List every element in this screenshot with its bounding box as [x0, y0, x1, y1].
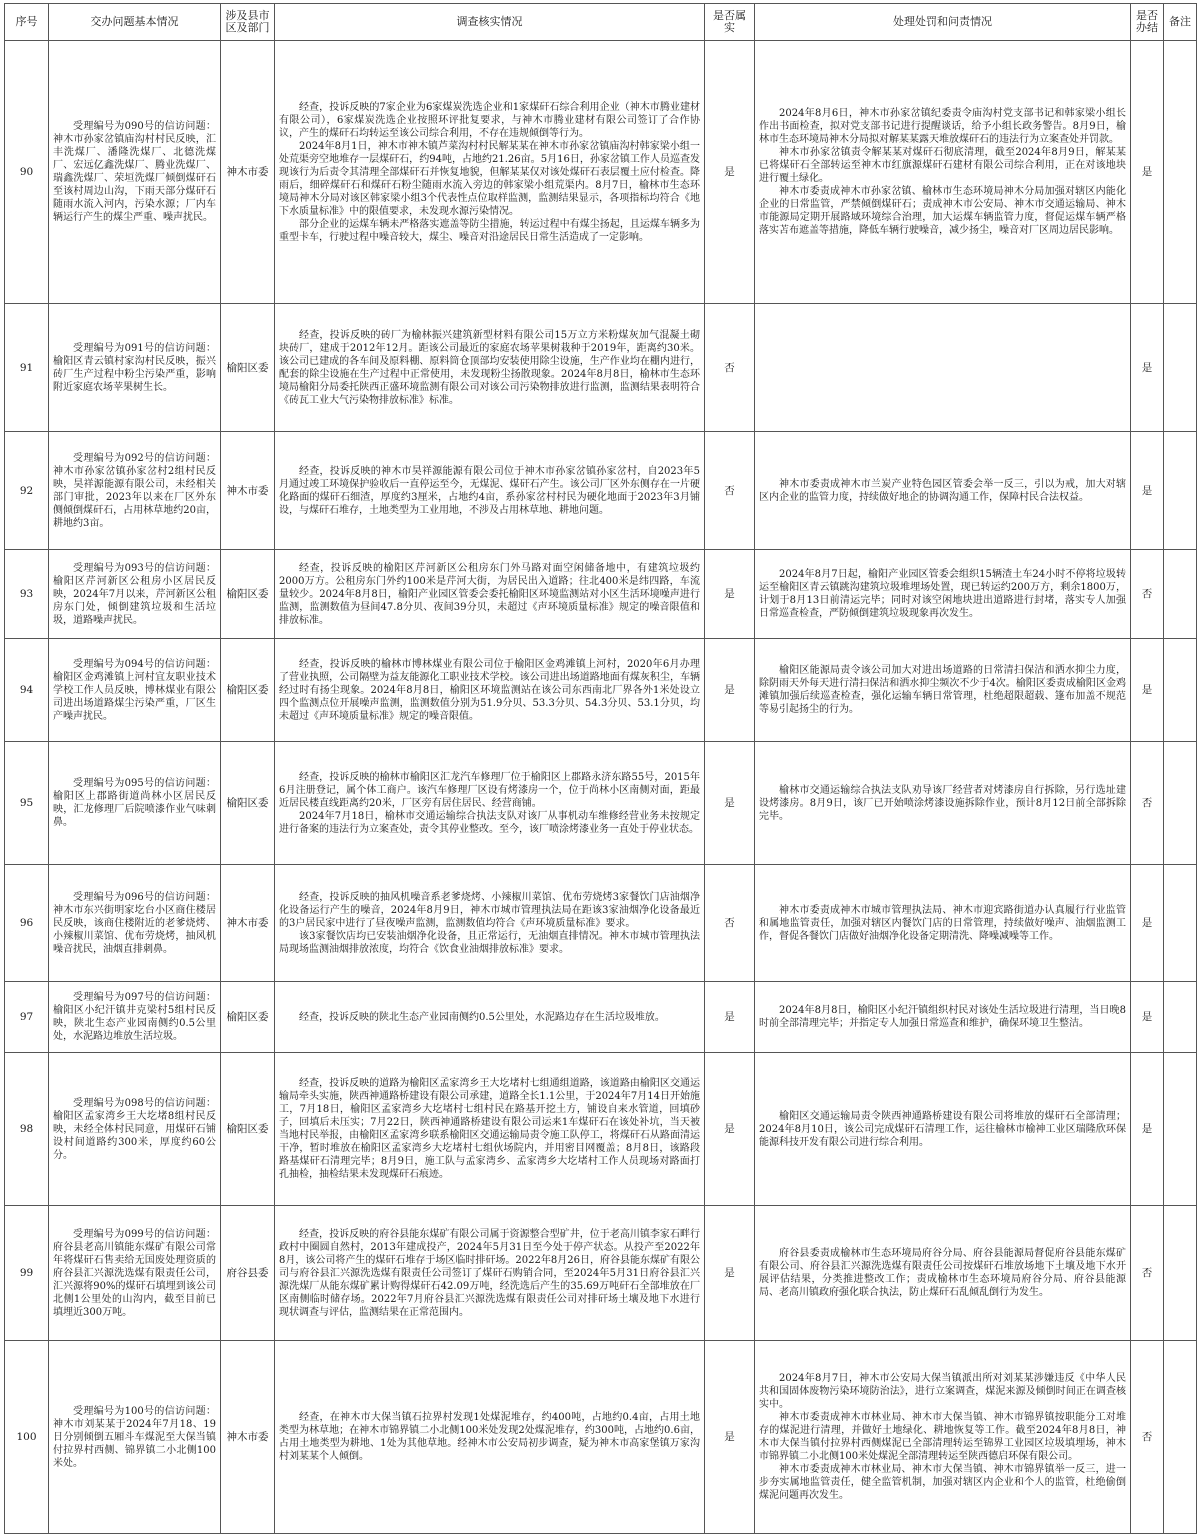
header-problem: 交办问题基本情况 [49, 4, 221, 41]
investigation-paragraph: 经查，在神木市大保当镇石拉界村发现1处煤泥堆存，约400吨，占地约0.4亩，占用土地类型为林草地；在神木市锦界镇二小北侧100米处发现2处煤泥堆存，约300吨，占地约0.6亩，占用土地类型为耕地、1处为其他草地。经神木市公安局初步调查，疑为神木市高家堡镇万家沟村刘某某个人倾倒。 [279, 1412, 700, 1462]
investigation-paragraph: 经查，投诉反映的府谷县能东煤矿有限公司属于资源整合型矿井，位于老高川镇李家石畔行政村中圈圆自然村，2013年建成投产，2024年5月31日至今处于停产状态。从投产至2022年8月，该公司将产生的煤矸石堆存于场区临时排矸场。2022年8月26日，府谷县能东煤矿有限公司与府谷县汇兴源洗选煤有限责任公司签订了煤矸石购销合同，至2024年5月31日府谷县汇兴源洗煤厂从能东煤矿累计购得煤矸石42.09万吨，经洗选后产生的35.69万吨矸石全部堆放在厂区南侧临时储存场。2022年7月府谷县汇兴源洗选煤有限责任公司对排矸场土壤及地下水进行现状调查与评估，监测结果在正常范围内。 [279, 1228, 700, 1318]
penalty-paragraph: 2024年8月7日，神木市公安局大保当镇派出所对刘某某涉嫌违反《中华人民共和国固体废物污染环境防治法》，进行立案调查，煤泥来源及倾倒时间正在调查核实中。 [759, 1373, 1126, 1410]
seq-cell: 90 [5, 41, 49, 304]
remark-cell [1164, 1341, 1197, 1534]
dept-cell: 神木市委 [221, 1341, 275, 1534]
investigation-paragraph: 该3家餐饮店均已安装油烟净化设备，且正常运行，无油烟直排情况。神木市城市管理执法局现场监测油烟排放浓度，均符合《饮食业油烟排放标准》要求。 [279, 930, 700, 955]
penalty-paragraph: 神木市委责成神木市兰炭产业特色园区管委会举一反三，引以为戒，加大对辖区内企业的监管力度，持续做好地企的协调沟通工作，保障村民合法权益。 [759, 478, 1126, 503]
problem-text: 受理编号为092号的信访问题：神木市孙家岔镇孙家岔村2组村民反映，昊祥源能源有限公司，未经相关部门审批，2023年以来在厂区外东侧倾倒煤矸石，占用林草地约20亩，耕地约3亩。 [53, 452, 216, 529]
investigation-cell [275, 304, 705, 432]
penalty-cell [755, 1053, 1131, 1206]
investigation-cell [275, 982, 705, 1053]
verified-cell: 否 [705, 432, 755, 550]
seq-cell: 95 [5, 742, 49, 865]
closed-cell: 否 [1131, 1341, 1164, 1534]
penalty-paragraph: 2024年8月8日，榆阳区小纪汗镇组织村民对该处生活垃圾进行清理，当日晚8时前全部清理完毕；并指定专人加强日常巡查和维护，确保环境卫生整洁。 [759, 1005, 1126, 1029]
investigation-paragraph: 经查，投诉反映的道路为榆阳区孟家湾乡王大圪堵村七组通组道路，该道路由榆阳区交通运输局牵头实施，陕西神通路桥建设有限公司承建，道路全长1.1公里，于2024年7月14日开始施工，7月18日，榆阳区孟家湾乡大圪堵村七组村民在路基开挖土方，铺设自来水管道，回填砂子，回填后未压实；7月22日，陕西神通路桥建设有限公司运来1车煤矸石在该处补坑，当天被当地村民举报，由榆阳区孟家湾乡联系榆阳区交通运输局责令施工队停工，将煤矸石从路面清运干净，暂时堆放在榆阳区孟家湾乡大圪堵村七组伙场院内，并用密目网覆盖；8月8日，该路段路基煤矸石清理完毕；8月9日，施工队与孟家湾乡、孟家湾乡大圪堵村工作人员现场对路面打孔抽检，抽检结果未发现煤矸石痕迹。 [279, 1078, 700, 1180]
seq-cell: 97 [5, 982, 49, 1053]
problem-cell [49, 41, 221, 304]
verified-cell: 是 [705, 982, 755, 1053]
remark-cell [1164, 304, 1197, 432]
header-row [5, 4, 1197, 41]
investigation-cell [275, 865, 705, 982]
verified-cell: 是 [705, 41, 755, 304]
closed-cell: 否 [1131, 1206, 1164, 1341]
penalty-cell [755, 865, 1131, 982]
investigation-cell [275, 432, 705, 550]
verified-cell: 否 [705, 865, 755, 982]
penalty-cell [755, 1206, 1131, 1341]
header-verified: 是否属实 [705, 4, 755, 41]
problem-cell [49, 742, 221, 865]
seq-cell: 94 [5, 639, 49, 742]
investigation-cell [275, 1206, 705, 1341]
table-row [5, 550, 1197, 639]
investigation-cell [275, 41, 705, 304]
closed-cell: 是 [1131, 865, 1164, 982]
investigation-paragraph: 经查，投诉反映的7家企业为6家煤炭洗选企业和1家煤矸石综合利用企业（神木市腾业建材有限公司），6家煤炭洗选企业按照环评批复要求，与神木市腾业建材有限公司签订了合作协议，产生的煤矸石均转运至该公司综合利用，不存在违规倾倒等行为。 [279, 101, 700, 139]
remark-cell [1164, 865, 1197, 982]
document-page [4, 3, 1196, 1534]
header-dept: 涉及县市区及部门 [221, 4, 275, 41]
investigation-paragraph: 经查，投诉反映的榆林市博林煤业有限公司位于榆阳区金鸡滩镇上河村，2020年6月办理了营业执照，公司隔壁为益友能源化工职业技术学校。该公司进出场道路地面有煤灰积尘，车辆经过时有扬尘现象。2024年8月8日，榆阳区环境监测站在该公司东西南北厂界各外1米处设立四个监测点位开展噪声监测，监测数值分别为51.9分贝、53.3分贝、54.3分贝、53.1分贝，均未超过《声环境质量标准》规定的噪音限值。 [279, 658, 700, 722]
problem-cell [49, 1206, 221, 1341]
closed-cell: 是 [1131, 304, 1164, 432]
penalty-cell [755, 1341, 1131, 1534]
penalty-paragraph: 2024年8月6日，神木市孙家岔镇纪委责令庙沟村党支部书记和韩家梁小组长作出书面检查，拟对党支部书记进行提醒谈话，给予小组长政务警告。8月9日，榆林市生态环境局神木分局拟对解某某露天堆放煤矸石的违法行为立案查处并罚款。 [759, 108, 1126, 145]
closed-cell: 是 [1131, 432, 1164, 550]
closed-cell: 是 [1131, 639, 1164, 742]
investigation-paragraph: 经查，投诉反映的抽风机噪音系老爹烧烤、小辣椒川菜馆、优布劳烧烤3家餐饮门店油烟净化设备运行产生的噪音，2024年8月9日，神木市城市管理执法局在距该3家油烟净化设备最近的3户居民家中进行了昼夜噪声监测，监测数值均符合《声环境质量标准》要求。 [279, 891, 700, 929]
rectification-table [4, 3, 1197, 1534]
header-investigation: 调查核实情况 [275, 4, 705, 41]
header-closed: 是否办结 [1131, 4, 1164, 41]
problem-cell [49, 1341, 221, 1534]
header-seq: 序号 [5, 4, 49, 41]
penalty-cell [755, 982, 1131, 1053]
penalty-paragraph: 府谷县委责成榆林市生态环境局府谷分局、府谷县能源局督促府谷县能东煤矿有限公司、府谷县汇兴源洗选煤有限责任公司按煤矸石堆放场地下土壤及地下水开展评估结果，分类推进整改工作；责成榆林市生态环境局府谷分局、府谷县能源局、老高川镇政府强化联合执法，防止煤矸石乱倾乱倒行为发生。 [759, 1248, 1126, 1298]
table-row [5, 865, 1197, 982]
investigation-cell [275, 550, 705, 639]
remark-cell [1164, 550, 1197, 639]
problem-text: 受理编号为094号的信访问题：榆阳区金鸡滩镇上河村宜友职业技术学校工作人员反映，博林煤业有限公司进出场道路煤尘污染严重，厂区生产噪声扰民。 [53, 658, 216, 722]
problem-text: 受理编号为096号的信访问题：神木市东兴街明家圪台小区商住楼居民反映，该商住楼附近的老爹烧烤、小辣椒川菜馆、优布劳烧烤，抽风机噪音扰民，油烟直排刺鼻。 [53, 891, 216, 955]
investigation-cell [275, 639, 705, 742]
problem-text: 受理编号为090号的信访问题：神木市孙家岔镇庙沟村村民反映，汇丰洗煤厂、潘隆洗煤厂、北德洗煤厂、宏远亿鑫洗煤厂、腾业洗煤厂、瑞鑫洗煤厂、荣垣洗煤厂倾倒煤矸石至该村周边山沟，下雨天部分煤矸石随雨水流入河内，污染水源；厂内车辆运行产生的煤尘严重、噪声扰民。 [53, 121, 216, 223]
dept-cell: 榆阳区委 [221, 742, 275, 865]
table-row [5, 1053, 1197, 1206]
problem-text: 受理编号为100号的信访问题：神木市刘某某于2024年7月18、19日分别倾倒五厢斗车煤泥至大保当镇付拉界村西侧、锦界镇二小北侧100米处。 [53, 1405, 216, 1469]
penalty-paragraph: 神木市委责成神木市林业局、神木市大保当镇、神木市锦界镇按职能分工对堆存的煤泥进行清理，并做好土地绿化、耕地恢复等工作。截至2024年8月8日，神木市大保当镇付拉界村西侧煤泥已全部清理转运至锦界工业园区垃圾填埋场，神木市锦界镇二小北侧100米处煤泥全部清理转运至陕西德启环保有限公司。 [759, 1412, 1126, 1462]
penalty-cell [755, 550, 1131, 639]
investigation-cell [275, 1341, 705, 1534]
problem-cell [49, 1053, 221, 1206]
investigation-cell [275, 1053, 705, 1206]
table-row [5, 1206, 1197, 1341]
remark-cell [1164, 982, 1197, 1053]
investigation-paragraph: 经查，投诉反映的神木市昊祥源能源有限公司位于神木市孙家岔镇孙家岔村，自2023年5月通过竣工环境保护验收后一直停运至今，无煤泥、煤矸石产生。该公司厂区外东侧存在一片硬化路面的煤矸石细渣，厚度约3厘米，占地约4亩，系孙家岔村村民为硬化地面于2023年3月铺设，与煤矸石堆存，土地类型为工业用地，不涉及占用林草地、耕地问题。 [279, 465, 700, 516]
closed-cell: 是 [1131, 1053, 1164, 1206]
penalty-paragraph: 榆阳区能源局责令该公司加大对进出场道路的日常清扫保洁和洒水抑尘力度，除阴雨天外每天进行清扫保洁和洒水抑尘频次不少于4次。榆阳区委责成榆阳区金鸡滩镇加强后续巡查检查，强化运输车辆日常管理，杜绝超限超载、篷布加盖不规范等易引起扬尘的行为。 [759, 665, 1126, 715]
verified-cell: 是 [705, 742, 755, 865]
table-row [5, 639, 1197, 742]
verified-cell: 是 [705, 1341, 755, 1534]
dept-cell: 榆阳区委 [221, 982, 275, 1053]
remark-cell [1164, 639, 1197, 742]
remark-cell [1164, 41, 1197, 304]
problem-text: 受理编号为098号的信访问题：榆阳区孟家湾乡王大圪堵8组村民反映，未经全体村民同意，用煤矸石铺设村间道路约300米，厚度约60公分。 [53, 1097, 216, 1161]
seq-cell: 93 [5, 550, 49, 639]
problem-text: 受理编号为091号的信访问题：榆阳区青云镇村家沟村民反映，振兴砖厂生产过程中粉尘污染严重，影响附近家庭农场苹果树生长。 [53, 342, 216, 393]
verified-cell: 是 [705, 1206, 755, 1341]
dept-cell: 榆阳区委 [221, 1053, 275, 1206]
penalty-paragraph: 榆阳区交通运输局责令陕西神通路桥建设有限公司将堆放的煤矸石全部清理；2024年8月10日，该公司完成煤矸石清理工作，运往榆林市榆神工业区瑞隆欣环保能源科技开发有限公司进行综合利用。 [759, 1110, 1126, 1148]
penalty-paragraph: 2024年8月7日起，榆阳产业园区管委会组织15辆渣土车24小时不停将垃圾转运至榆阳区青云镇跳沟建筑垃圾堆埋场处置，现已转运约200万方，剩余1800万，计划于8月13日前清运完毕；同时对该空闲地块进出道路进行封堵，落实专人加强日常巡查检查，严防倾倒建筑垃圾现象再次发生。 [759, 569, 1126, 619]
penalty-cell [755, 432, 1131, 550]
penalty-cell [755, 41, 1131, 304]
table-row [5, 432, 1197, 550]
seq-cell: 100 [5, 1341, 49, 1534]
problem-text: 受理编号为097号的信访问题：榆阳区小纪汗镇井克梁村5组村民反映，陕北生态产业园南侧约0.5公里处，水泥路边堆放生活垃圾。 [53, 992, 216, 1042]
remark-cell [1164, 742, 1197, 865]
table-row [5, 982, 1197, 1053]
investigation-cell [275, 742, 705, 865]
penalty-cell [755, 742, 1131, 865]
verified-cell: 否 [705, 304, 755, 432]
problem-cell [49, 432, 221, 550]
closed-cell: 否 [1131, 742, 1164, 865]
remark-cell [1164, 432, 1197, 550]
penalty-cell [755, 304, 1131, 432]
table-body [5, 41, 1197, 1534]
penalty-paragraph: 神木市委责成神木市林业局、神木市大保当镇、神木市锦界镇举一反三，进一步夯实属地监管责任，健全监管机制，加强对辖区内企业和个人的监管，杜绝偷倒煤泥问题再次发生。 [759, 1464, 1126, 1501]
verified-cell: 是 [705, 550, 755, 639]
seq-cell: 99 [5, 1206, 49, 1341]
table-row [5, 1341, 1197, 1534]
table-row [5, 304, 1197, 432]
header-remark: 备注 [1164, 4, 1197, 41]
problem-cell [49, 982, 221, 1053]
problem-cell [49, 550, 221, 639]
problem-cell [49, 865, 221, 982]
problem-cell [49, 639, 221, 742]
seq-cell: 98 [5, 1053, 49, 1206]
problem-cell [49, 304, 221, 432]
penalty-cell [755, 639, 1131, 742]
investigation-paragraph: 2024年7月18日，榆林市交通运输综合执法支队对该厂从事机动车维修经营业务未按规定进行备案的违法行为立案查处，责令其停业整改。至今，该厂喷涂烤漆业务一直处于停业状态。 [279, 810, 700, 835]
problem-text: 受理编号为099号的信访问题：府谷县老高川镇能东煤矿有限公司常年将煤矸石售卖给无国废处理资质的府谷县汇兴源洗选煤有限责任公司，汇兴源将90%的煤矸石填埋到该公司北侧1公里处的山沟内，截至目前已填埋近300万吨。 [53, 1228, 216, 1318]
seq-cell: 92 [5, 432, 49, 550]
penalty-paragraph: 榆林市交通运输综合执法支队劝导该厂经营者对烤漆房自行拆除，另行选址建设烤漆房。8月9日，该厂已开始喷涂烤漆设施拆除作业，预计8月12日前全部拆除完毕。 [759, 784, 1126, 822]
verified-cell: 是 [705, 639, 755, 742]
investigation-paragraph: 经查，投诉反映的榆阳区芹河新区公租房东门外马路对面空闲储备地中，有建筑垃圾约2000万方。公租房东门外约100米是芹河大街，为居民出入道路；往北400米是纬四路，车流量较少。2024年8月8日，榆阳产业园区管委会委托榆阳区环境监测站对小区生活环境噪声进行监测，监测数值为昼间47.8分贝、夜间39分贝，未超过《声环境质量标准》规定的噪音限值和排放标准。 [279, 562, 700, 626]
table-row [5, 41, 1197, 304]
seq-cell: 96 [5, 865, 49, 982]
dept-cell: 府谷县委 [221, 1206, 275, 1341]
table-row [5, 742, 1197, 865]
dept-cell: 神木市委 [221, 41, 275, 304]
closed-cell: 否 [1131, 550, 1164, 639]
dept-cell: 榆阳区委 [221, 550, 275, 639]
closed-cell: 是 [1131, 41, 1164, 304]
problem-text: 受理编号为095号的信访问题：榆阳区上郡路街道尚林小区居民反映，汇龙修理厂后院喷漆作业气味刺鼻。 [53, 778, 216, 828]
seq-cell: 91 [5, 304, 49, 432]
penalty-paragraph: 神木市委责成神木市城市管理执法局、神木市迎宾路街道办认真履行行业监管和属地监管责任，加强对辖区内餐饮门店的日常管理，持续做好噪声、油烟监测工作，督促各餐饮门店做好油烟净化设备定期清洗、降噪减噪等工作。 [759, 904, 1126, 942]
dept-cell: 榆阳区委 [221, 304, 275, 432]
verified-cell: 是 [705, 1053, 755, 1206]
remark-cell [1164, 1053, 1197, 1206]
remark-cell [1164, 1206, 1197, 1341]
header-penalty: 处理处罚和问责情况 [755, 4, 1131, 41]
penalty-paragraph: 神木市委责成神木市孙家岔镇、榆林市生态环境局神木分局加强对辖区内能化企业的日常监管，严禁倾倒煤矸石；责成神木市公安局、神木市交通运输局、神木市能源局定期开展路域环境综合治理，加大运煤车辆监管力度，督促运煤车辆严格落实苫布遮盖等措施，降低车辆行驶噪音，减少扬尘，噪音对厂区周边居民影响。 [759, 186, 1126, 236]
dept-cell: 神木市委 [221, 865, 275, 982]
dept-cell: 神木市委 [221, 432, 275, 550]
problem-text: 受理编号为093号的信访问题：榆阳区芹河新区公租房小区居民反映，2024年7月以来，芹河新区公租房东门处，倾倒建筑垃圾和生活垃圾，道路噪声扰民。 [53, 562, 216, 626]
dept-cell: 榆阳区委 [221, 639, 275, 742]
investigation-paragraph: 经查，投诉反映的砖厂为榆林振兴建筑新型材料有限公司15万立方米粉煤灰加气混凝土砌块砖厂，建成于2012年12月。距该公司最近的家庭农场苹果树栽种于2019年，距离约30米。该公司已建成的各车间及原料棚、原料筒仓顶部均安装使用除尘设施，生产作业均在棚内进行，配套的除尘设施在生产过程中正常使用，未发现粉尘扬散现象。2024年8月8日，榆林市生态环境局榆阳分局委托陕西正盛环境监测有限公司对该公司污染物排放进行监测，监测结果表明符合《砖瓦工业大气污染物排放标准》标准。 [279, 329, 700, 406]
penalty-paragraph: 神木市孙家岔镇责令解某某对煤矸石彻底清理，截至2024年8月9日，解某某已将煤矸石全部转运至神木市红旗源煤矸石建材有限公司综合利用，正在对该地块进行覆土绿化。 [759, 147, 1126, 184]
investigation-paragraph: 2024年8月1日，神木市神木镇芦菜沟村村民解某某在神木市孙家岔镇庙沟村韩家梁小组一处荒渠旁空地堆存一层煤矸石，约94吨，占地约21.26亩。5月16日，孙家岔镇工作人员巡查发现该行为后责令其清理全部煤矸石并恢复地貌，但解某某仅对该处煤矸石表层覆土应付检查。降雨后，细碎煤矸石和煤矸石粉尘随雨水流入旁边的韩家梁小组荒渠内。8月7日，榆林市生态环境局神木分局对该区韩家梁小组3个代表性点位取样监测，监测结果显示，各项指标均符合《地下水质量标准》中的限值要求，未发现水源污染情况。 [279, 140, 700, 217]
investigation-paragraph: 部分企业的运煤车辆未严格落实遮盖等防尘措施，转运过程中有煤尘扬起，且运煤车辆多为重型卡车，行驶过程中噪音较大，煤尘、噪音对沿途居民日常生活造成了一定影响。 [279, 218, 700, 243]
investigation-paragraph: 经查，投诉反映的陕北生态产业园南侧约0.5公里处，水泥路边存在生活垃圾堆放。 [299, 1011, 665, 1023]
investigation-paragraph: 经查，投诉反映的榆林市榆阳区汇龙汽车修理厂位于榆阳区上郡路永济东路55号，2015年6月注册登记，属个体工商户。该汽车修理厂区设有烤漆房一个，位于尚林小区南侧对面，距最近居民楼直线距离约20米，厂区旁有居住居民、经营商铺。 [279, 771, 700, 809]
closed-cell: 是 [1131, 982, 1164, 1053]
